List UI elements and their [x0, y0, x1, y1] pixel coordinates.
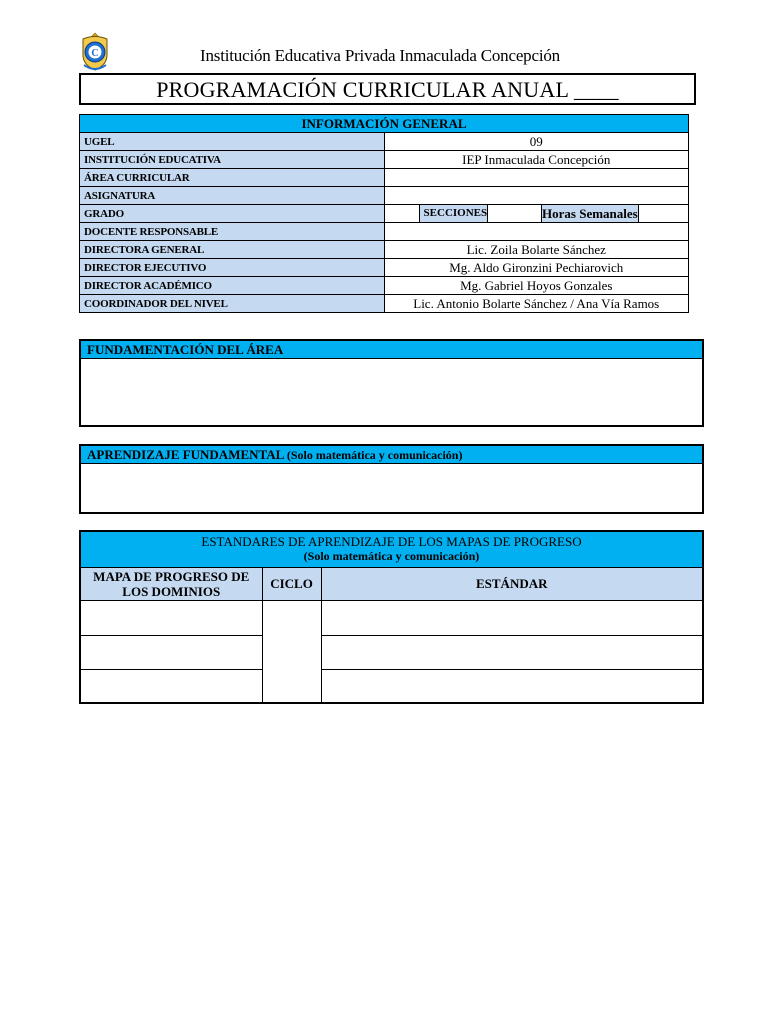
aprendizaje-note: (Solo matemática y comunicación)	[286, 448, 463, 462]
table-row	[80, 169, 689, 187]
estandar-cell[interactable]	[321, 669, 703, 703]
row-label: COORDINADOR DEL NIVEL	[80, 295, 385, 313]
mapa-cell[interactable]	[80, 600, 262, 635]
fundamentacion-section	[79, 339, 704, 427]
row-label: DIRECTOR EJECUTIVO	[80, 259, 385, 277]
row-label: GRADO	[80, 205, 385, 223]
row-value[interactable]: Lic. Zoila Bolarte Sánchez	[384, 241, 689, 259]
column-header-estandar: ESTÁNDAR	[321, 567, 703, 600]
row-label: ÁREA CURRICULAR	[80, 169, 385, 187]
row-value[interactable]: 09	[384, 133, 689, 151]
table-row	[80, 223, 689, 241]
horas-semanales-label: Horas Semanales	[542, 206, 638, 221]
horas-semanales-field[interactable]	[638, 205, 688, 222]
fundamentacion-content-area[interactable]	[81, 359, 702, 426]
row-label: UGEL	[80, 133, 385, 151]
estandares-heading: ESTANDARES DE APRENDIZAJE DE LOS MAPAS DE PROGRESO	[201, 534, 582, 550]
general-info-heading: INFORMACIÓN GENERAL	[80, 115, 689, 133]
grado-field[interactable]	[385, 205, 419, 222]
estandares-header	[80, 531, 703, 567]
row-label: DIRECTOR ACADÉMICO	[80, 277, 385, 295]
ciclo-cell[interactable]	[262, 600, 321, 703]
table-row	[80, 295, 689, 313]
row-value[interactable]	[384, 187, 689, 205]
row-label: INSTITUCIÓN EDUCATIVA	[80, 151, 385, 169]
row-value[interactable]: IEP Inmaculada Concepción	[384, 151, 689, 169]
estandar-cell[interactable]	[321, 600, 703, 635]
secciones-field[interactable]	[487, 205, 541, 222]
table-row	[80, 635, 703, 669]
aprendizaje-header	[81, 446, 702, 464]
aprendizaje-content-area[interactable]	[81, 464, 702, 513]
row-value[interactable]	[384, 169, 689, 187]
aprendizaje-heading: APRENDIZAJE FUNDAMENTAL	[87, 447, 284, 462]
column-header-mapa-progreso: MAPA DE PROGRESO DE LOS DOMINIOS	[80, 567, 262, 600]
institution-name: Institución Educativa Privada Inmaculada Concepción	[200, 46, 560, 65]
row-label: DIRECTORA GENERAL	[80, 241, 385, 259]
page-title: PROGRAMACIÓN CURRICULAR ANUAL ____	[79, 73, 696, 105]
table-row	[80, 241, 689, 259]
row-value[interactable]: Mg. Aldo Gironzini Pechiarovich	[384, 259, 689, 277]
table-row	[80, 205, 689, 223]
column-header-ciclo: CICLO	[262, 567, 321, 600]
table-row	[80, 600, 703, 635]
row-value[interactable]: Mg. Gabriel Hoyos Gonzales	[384, 277, 689, 295]
row-value[interactable]	[384, 223, 689, 241]
table-row	[80, 151, 689, 169]
row-label: DOCENTE RESPONSABLE	[80, 223, 385, 241]
table-row	[80, 187, 689, 205]
table-row	[80, 277, 689, 295]
estandares-table	[79, 530, 704, 704]
row-value[interactable]: Lic. Antonio Bolarte Sánchez / Ana Vía Ramos	[384, 295, 689, 313]
secciones-label: SECCIONES	[419, 205, 488, 222]
mapa-cell[interactable]	[80, 669, 262, 703]
table-row	[80, 133, 689, 151]
fundamentacion-heading: FUNDAMENTACIÓN DEL ÁREA	[81, 341, 702, 359]
institution-crest-icon	[78, 31, 112, 73]
table-row	[80, 669, 703, 703]
estandar-cell[interactable]	[321, 635, 703, 669]
table-row	[80, 259, 689, 277]
grado-row-cells	[384, 205, 689, 223]
aprendizaje-section	[79, 444, 704, 514]
general-info-table	[79, 114, 689, 313]
row-label: ASIGNATURA	[80, 187, 385, 205]
mapa-cell[interactable]	[80, 635, 262, 669]
estandares-note: (Solo matemática y comunicación)	[303, 549, 480, 564]
svg-text:C: C	[91, 48, 99, 59]
